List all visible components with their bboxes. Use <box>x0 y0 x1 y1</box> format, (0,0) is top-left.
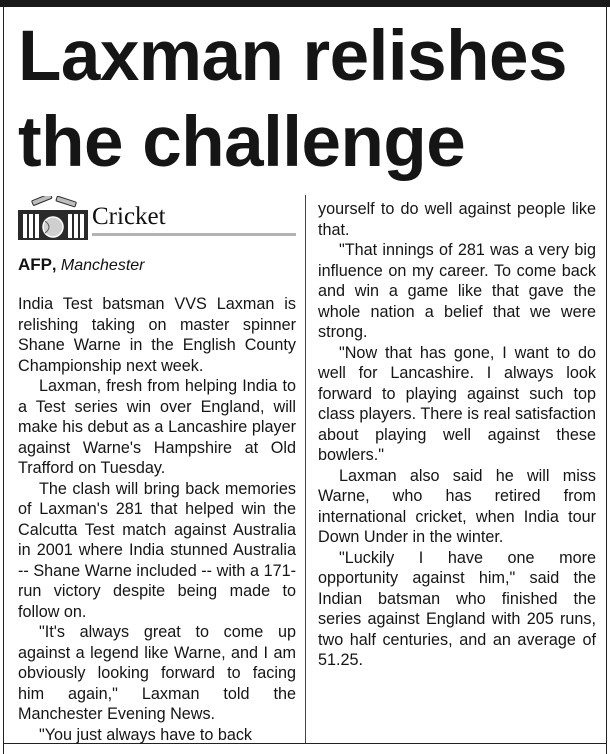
article-paragraph: Laxman, fresh from helping India to a Test series win over England, will make his debut as a Lancashire player against Warne's Hampshire at Old Trafford on Tuesday. <box>18 377 296 477</box>
right-border <box>606 7 607 754</box>
article-column-2 <box>318 199 596 671</box>
top-rule <box>0 0 610 7</box>
article-column-1 <box>18 294 296 745</box>
cricket-wickets-ball-icon <box>18 196 88 240</box>
section-header <box>18 196 296 240</box>
headline: Laxman relishes the challenge <box>18 17 567 182</box>
article-paragraph: India Test batsman VVS Laxman is relishing taking on master spinner Shane Warne in the English County Championship next week. <box>18 295 296 375</box>
left-border <box>3 7 4 754</box>
article-paragraph: yourself to do well against people like that. <box>318 200 596 239</box>
article-paragraph: The clash will bring back memories of Laxman's 281 that helped win the Calcutta Test match against Australia in 2001 where India stunned Australia -- Shane Warne included -- with a 171-run victory despite being made to follow on. <box>18 479 296 621</box>
byline-city: Manchester <box>60 257 145 274</box>
article-paragraph: "Luckily I have one more opportunity against him," said the Indian batsman who finished the series against England with 205 runs, two half centuries, and an average of 51.25. <box>318 548 596 669</box>
section-rule <box>92 233 296 236</box>
byline-agency: AFP <box>18 255 52 274</box>
article-paragraph: "That innings of 281 was a very big influence on my career. To come back and win a game like that gave the whole nation a belief that we were strong. <box>318 241 596 341</box>
article-paragraph: "You just always have to back <box>39 725 253 744</box>
byline-separator: , <box>52 257 57 274</box>
article-paragraph: Laxman also said he will miss Warne, who has retired from international cricket, when India tour Down Under in the winter. <box>318 466 596 546</box>
article-paragraph: "It's always great to come up against a legend like Warne, and I am obviously looking forward to facing him again," Laxman told the Manchester Evening News. <box>18 623 296 723</box>
section-label: Cricket <box>92 203 166 230</box>
byline <box>18 255 145 276</box>
article-paragraph: "Now that has gone, I want to do well for Lancashire. I always look forward to playing against such top class players. There is real satisfaction about playing well against these bowlers." <box>318 343 596 464</box>
column-divider <box>305 195 306 743</box>
